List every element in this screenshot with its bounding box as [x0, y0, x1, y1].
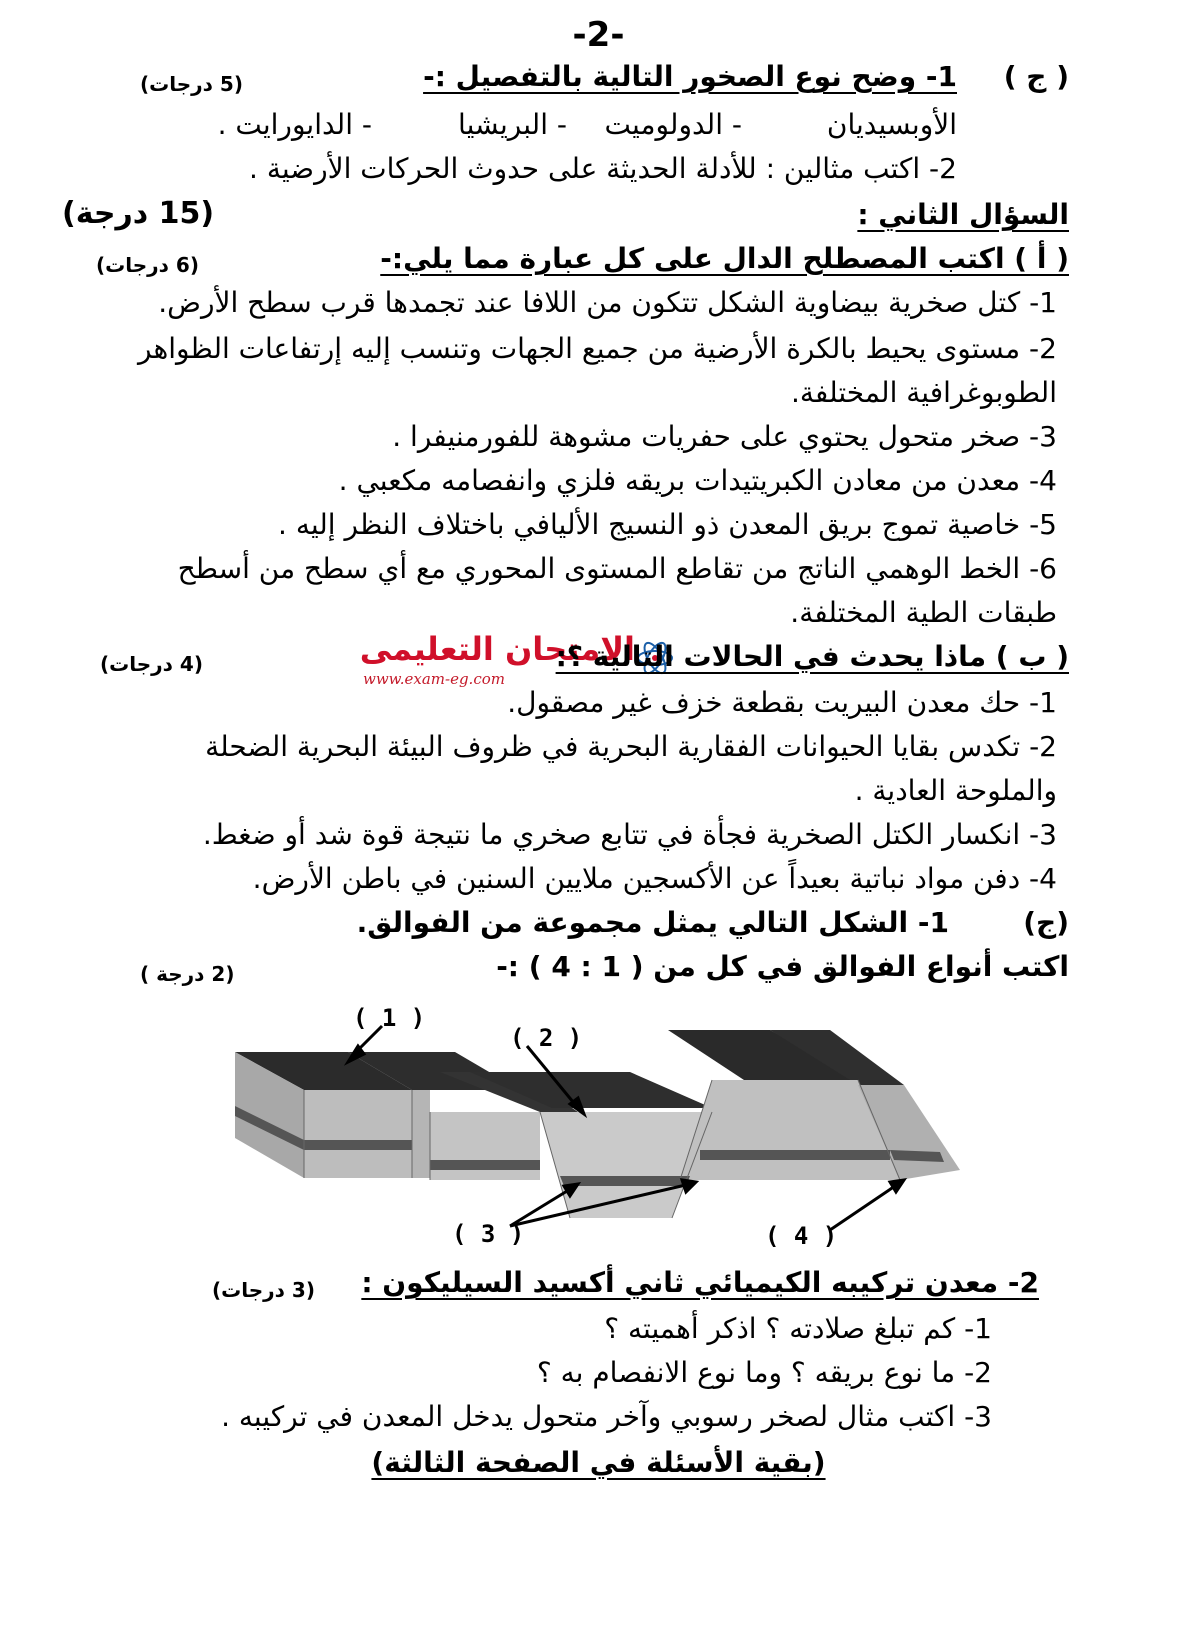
part-b-item: 2- تكدس بقايا الحيوانات الفقارية البحرية في ظروف البيئة البحرية الضحلة	[205, 730, 1057, 763]
part-a-item: 4- معدن من معادن الكبريتيدات بريقه فلزي وانفصامه مكعبي .	[338, 464, 1057, 497]
part-c-line1: 1- الشكل التالي يمثل مجموعة من الفوالق.	[356, 906, 949, 939]
part-a-item: 3- صخر متحول يحتوي على حفريات مشوهة للفورمنيفرا .	[392, 420, 1057, 453]
rock-4: - الدايورايت .	[217, 108, 372, 141]
rock-2: - الدولوميت	[604, 108, 742, 141]
logo-url: www.exam-eg.com	[363, 670, 505, 688]
part-c-line2: اكتب أنواع الفوالق في كل من ( 1 : 4 ) :-	[496, 950, 1069, 983]
logo-text: الامتحان التعليمى	[359, 630, 635, 668]
part-c-label: (ج)	[1023, 906, 1069, 939]
stratum-band	[560, 1176, 690, 1186]
part-a-item: 6- الخط الوهمي الناتج من تقاطع المستوى المحوري مع أي سطح من أسطح	[177, 552, 1057, 585]
section-c-marks: (5 درجات)	[140, 72, 243, 96]
part-a-item: 1- كتل صخرية بيضاوية الشكل تتكون من اللافا عند تجمدها قرب سطح الأرض.	[158, 286, 1057, 319]
part-c-marks: (2 درجة )	[140, 962, 235, 986]
step-front	[412, 1090, 430, 1178]
part-b-item: 3- انكسار الكتل الصخرية فجأة في تتابع صخري ما نتيجة قوة شد أو ضغط.	[202, 818, 1057, 851]
part-c2-marks: (3 درجات)	[212, 1278, 315, 1302]
part-b-item: 1- حك معدن البيريت بقطعة خزف غير مصقول.	[507, 686, 1057, 719]
rock-1: الأوبسيديان	[826, 108, 957, 141]
part-b-item: 4- دفن مواد نباتية بعيداً عن الأكسجين ملايين السنين في باطن الأرض.	[252, 862, 1057, 895]
part-b-item: والملوحة العادية .	[854, 774, 1057, 807]
part-a-item: طبقات الطية المختلفة.	[790, 596, 1057, 629]
part-c2-item: 2- ما نوع بريقه ؟ وما نوع الانفصام به ؟	[536, 1356, 992, 1389]
part-c2-item: 3- اكتب مثال لصخر رسوبي وآخر متحول يدخل المعدن في تركيبه .	[221, 1400, 992, 1433]
section-c-label: ( ج )	[1003, 60, 1069, 93]
footer-note: (بقية الأسئلة في الصفحة الثالثة)	[371, 1446, 826, 1479]
page-number: -2-	[572, 15, 625, 55]
block1-front	[304, 1090, 412, 1178]
part-a-marks: (6 درجات)	[96, 253, 199, 277]
question2-title: السؤال الثاني :	[857, 198, 1069, 231]
figure-label-3: ( 3 )	[452, 1220, 525, 1248]
section-c-q2: 2- اكتب مثالين : للأدلة الحديثة على حدوث الحركات الأرضية .	[249, 152, 957, 185]
part-b-title: ( ب ) ماذا يحدث في الحالات التالية ؟:	[555, 640, 1069, 673]
section-c-question: 1- وضح نوع الصخور التالية بالتفصيل :-	[423, 60, 957, 93]
stratum-band	[430, 1160, 540, 1170]
part-a-item: 2- مستوى يحيط بالكرة الأرضية من جميع الجهات وتنسب إليه إرتفاعات الظواهر	[138, 332, 1057, 365]
part-a-title: ( أ ) اكتب المصطلح الدال على كل عبارة مما يلي:-	[380, 242, 1069, 275]
figure-label-1: ( 1 )	[353, 1004, 426, 1032]
figure-label-4: ( 4 )	[765, 1222, 838, 1250]
question2-marks: (15 درجة)	[62, 196, 215, 231]
stratum-band	[700, 1150, 890, 1160]
rock-3: - البريشيا	[458, 108, 567, 141]
part-b-marks: (4 درجات)	[100, 652, 203, 676]
part-a-item: الطوبوغرافية المختلفة.	[791, 376, 1057, 409]
part-c2-title: 2- معدن تركيبه الكيميائي ثاني أكسيد السيليكون :	[361, 1266, 1039, 1299]
part-c2-item: 1- كم تبلغ صلادته ؟ اذكر أهميته ؟	[604, 1312, 992, 1345]
figure-label-2: ( 2 )	[510, 1024, 583, 1052]
part-a-item: 5- خاصية تموج بريق المعدن ذو النسيج الأليافي باختلاف النظر إليه .	[278, 508, 1057, 541]
